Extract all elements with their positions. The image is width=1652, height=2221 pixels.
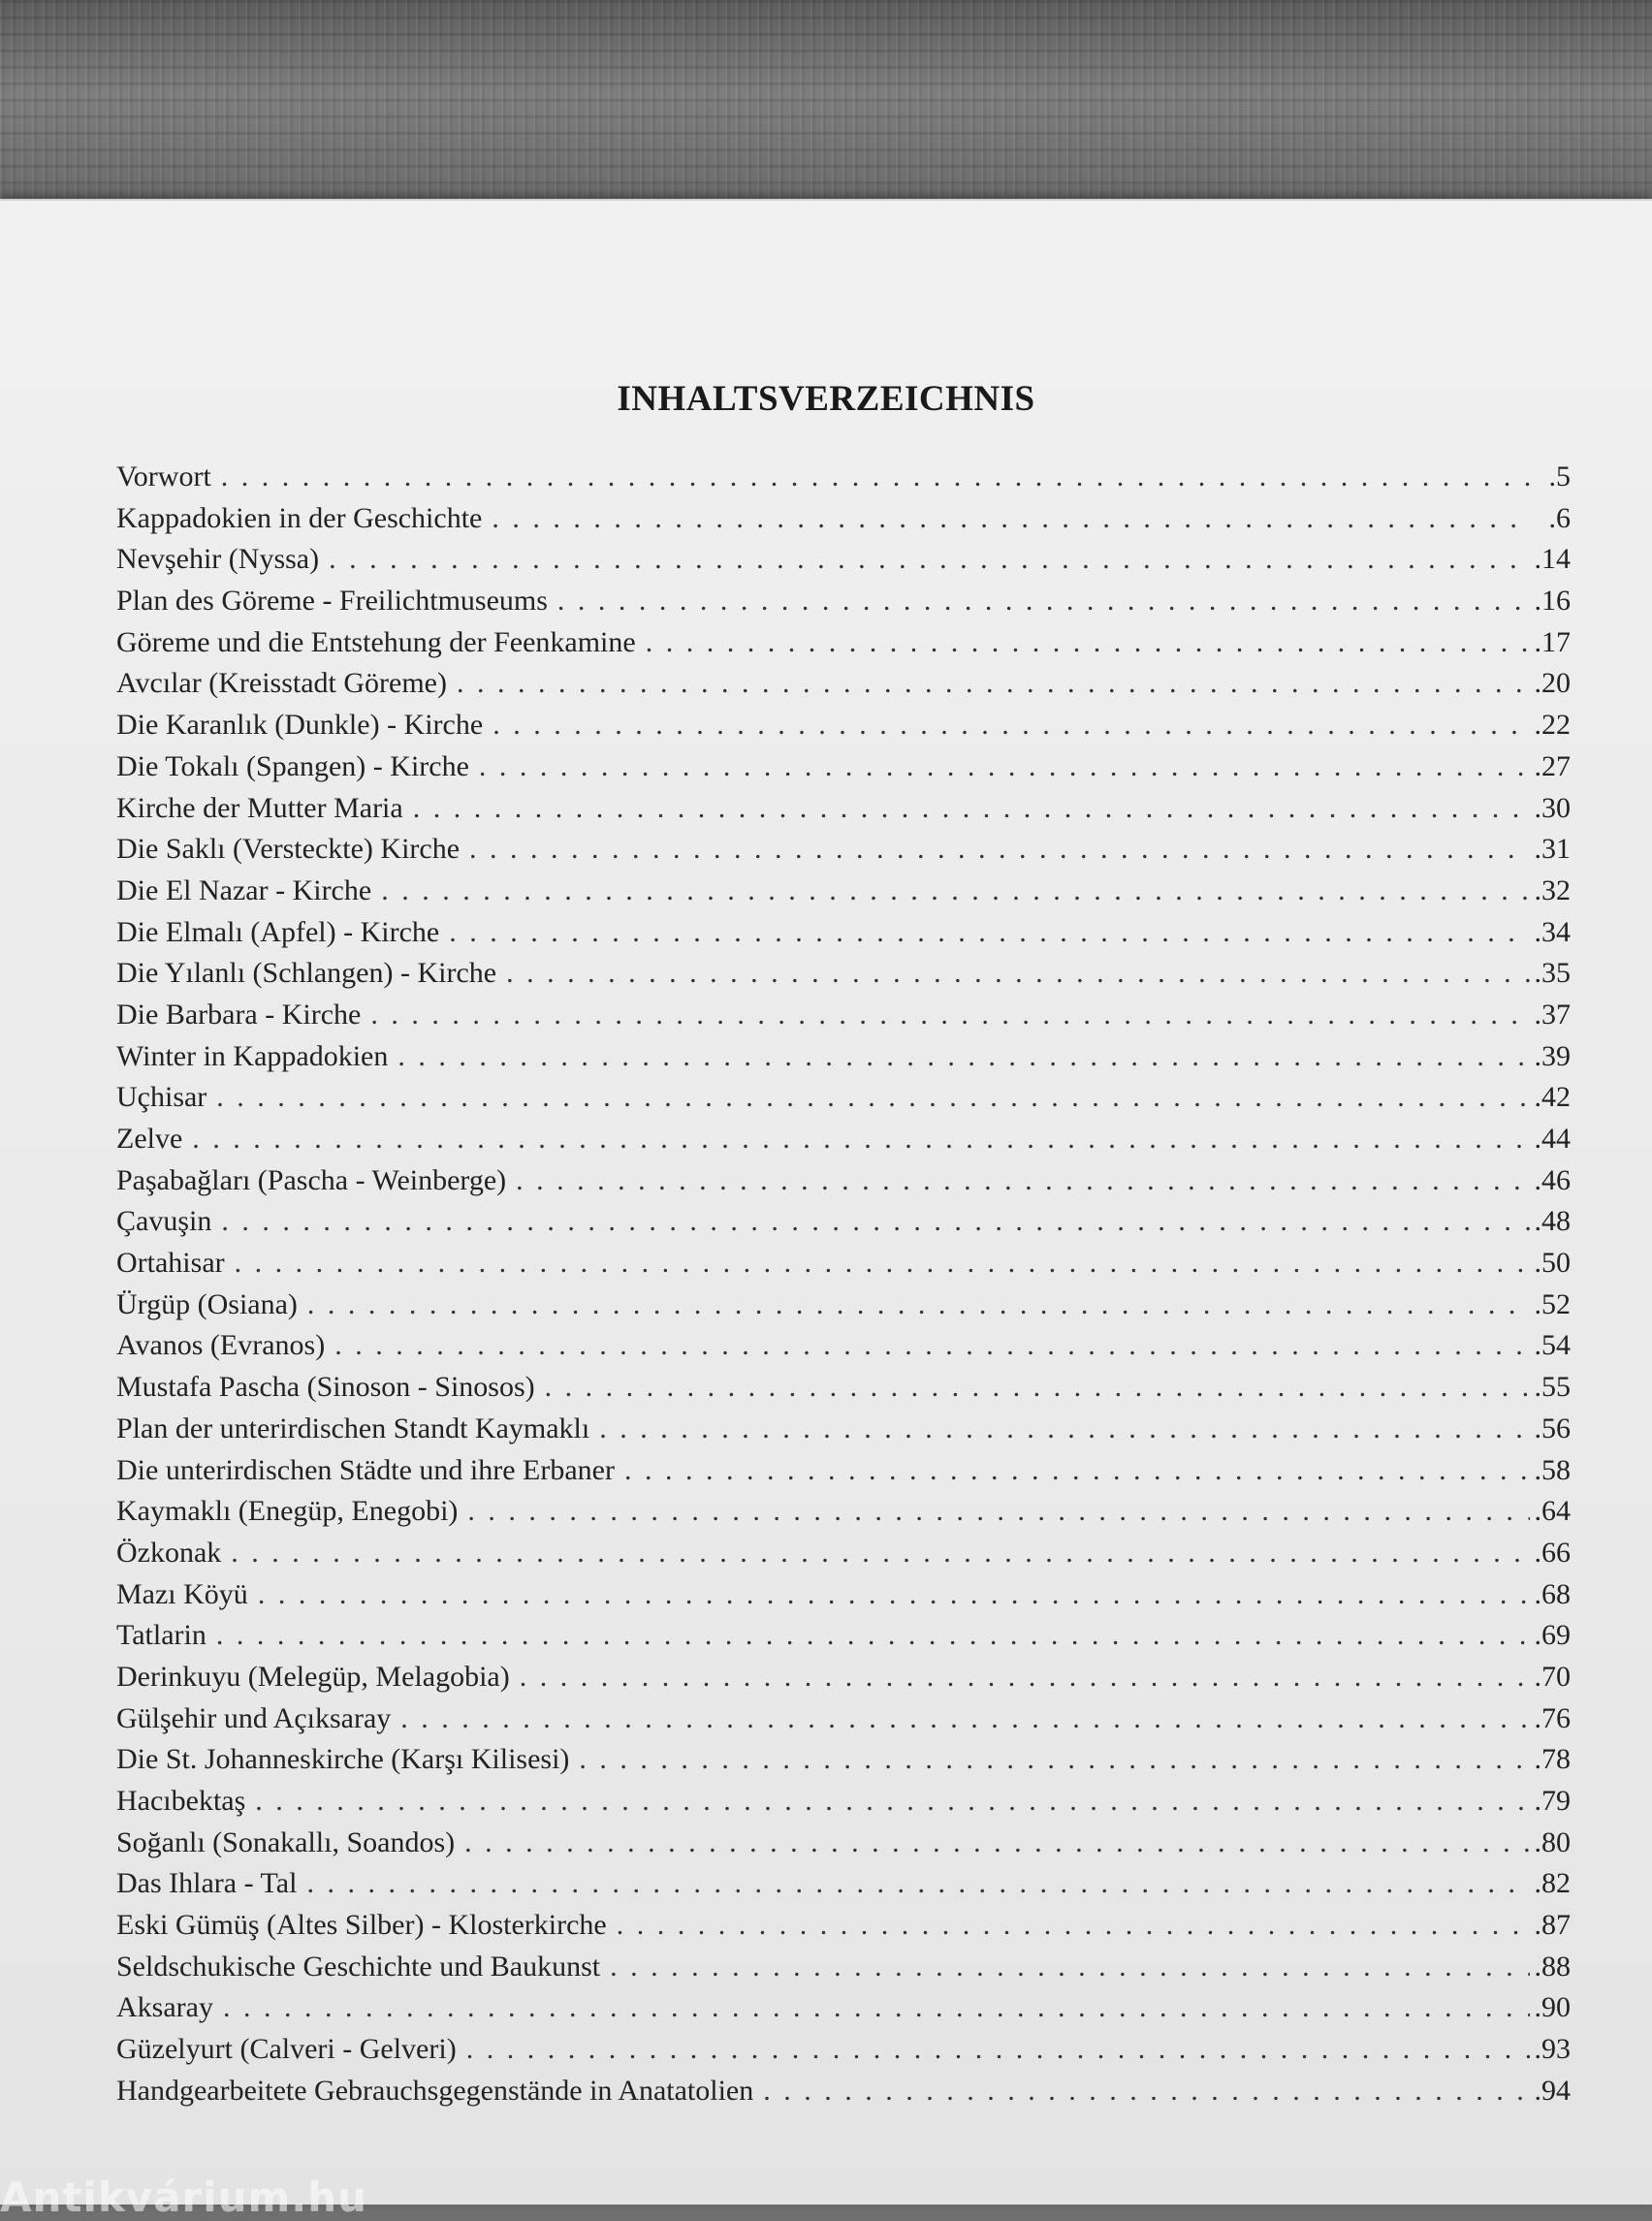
toc-dot-leader bbox=[449, 916, 1530, 949]
toc-dot-leader bbox=[492, 502, 1530, 535]
toc-entry-title: Die St. Johanneskirche (Karşı Kilisesi) bbox=[116, 1743, 570, 1776]
toc-entry-page-number: .70 bbox=[1534, 1660, 1571, 1693]
toc-dot-leader bbox=[221, 1205, 1530, 1238]
toc-dot-leader bbox=[216, 1619, 1530, 1652]
toc-entry-title: Gülşehir und Açıksaray bbox=[116, 1701, 392, 1734]
toc-entry bbox=[116, 1619, 1571, 1661]
toc-entry-page-number: .42 bbox=[1534, 1081, 1571, 1114]
toc-entry-title: Die Karanlık (Dunkle) - Kirche bbox=[116, 709, 484, 742]
toc-entry-page-number: .39 bbox=[1534, 1039, 1571, 1072]
toc-entry-page-number: .58 bbox=[1534, 1453, 1571, 1486]
toc-entry-page-number: .93 bbox=[1534, 2033, 1571, 2066]
toc-entry-page-number: .94 bbox=[1534, 2074, 1571, 2107]
toc-entry-page-number: .87 bbox=[1534, 1909, 1571, 1942]
toc-entry-title: Die Tokalı (Spangen) - Kirche bbox=[116, 749, 469, 782]
toc-entry-title: Göreme und die Entstehung der Feenkamine bbox=[116, 625, 636, 658]
toc-entry-title: Derinkuyu (Melegüp, Melagobia) bbox=[116, 1660, 510, 1693]
toc-dot-leader bbox=[255, 1785, 1530, 1818]
toc-dot-leader bbox=[492, 709, 1530, 742]
toc-entry-page-number: .30 bbox=[1534, 791, 1571, 824]
toc-entry bbox=[116, 1578, 1571, 1620]
toc-entry-title: Die Yılanlı (Schlangen) - Kirche bbox=[116, 957, 497, 990]
toc-entry-page-number: .50 bbox=[1534, 1247, 1571, 1280]
toc-entry-page-number: .56 bbox=[1534, 1412, 1571, 1444]
toc-entry-title: Die El Nazar - Kirche bbox=[116, 873, 372, 906]
toc-entry bbox=[116, 1991, 1571, 2033]
toc-dot-leader bbox=[221, 460, 1530, 493]
toc-entry bbox=[116, 543, 1571, 585]
toc-entry-page-number: .80 bbox=[1534, 1825, 1571, 1858]
toc-entry-page-number: .88 bbox=[1534, 1950, 1571, 1983]
wooden-table-background bbox=[0, 0, 1652, 208]
toc-entry-title: Mustafa Pascha (Sinoson - Sinosos) bbox=[116, 1371, 535, 1404]
toc-entry-page-number: .5 bbox=[1548, 460, 1571, 492]
toc-entry bbox=[116, 1205, 1571, 1247]
toc-dot-leader bbox=[464, 1826, 1530, 1859]
toc-dot-leader bbox=[506, 957, 1530, 990]
toc-entry bbox=[116, 585, 1571, 626]
toc-entry-title: Eski Gümüş (Altes Silber) - Klosterkirche bbox=[116, 1909, 607, 1942]
toc-entry-title: Die unterirdischen Städte und ihre Erbaner bbox=[116, 1453, 615, 1486]
toc-entry bbox=[116, 1412, 1571, 1454]
toc-entry-title: Avanos (Evranos) bbox=[116, 1329, 326, 1362]
toc-entry-title: Nevşehir (Nyssa) bbox=[116, 543, 320, 576]
toc-entry-title: Zelve bbox=[116, 1123, 183, 1155]
toc-entry-page-number: .44 bbox=[1534, 1123, 1571, 1155]
toc-entry-title: Seldschukische Geschichte und Baukunst bbox=[116, 1950, 601, 1983]
watermark-text: Antikvárium.hu bbox=[0, 2173, 368, 2221]
toc-entry bbox=[116, 1702, 1571, 1744]
toc-dot-leader bbox=[520, 1661, 1530, 1694]
toc-entry-page-number: .68 bbox=[1534, 1577, 1571, 1610]
toc-entry bbox=[116, 1826, 1571, 1868]
toc-entry bbox=[116, 1909, 1571, 1951]
toc-dot-leader bbox=[545, 1371, 1530, 1404]
toc-dot-leader bbox=[216, 1081, 1530, 1114]
toc-entry-page-number: .79 bbox=[1534, 1785, 1571, 1817]
toc-entry bbox=[116, 999, 1571, 1040]
toc-dot-leader bbox=[223, 1991, 1530, 2024]
toc-entry bbox=[116, 1951, 1571, 1992]
toc-dot-leader bbox=[467, 1495, 1530, 1528]
toc-entry bbox=[116, 957, 1571, 999]
toc-entry-page-number: .14 bbox=[1534, 543, 1571, 576]
toc-entry bbox=[116, 667, 1571, 709]
toc-entry-page-number: .78 bbox=[1534, 1743, 1571, 1776]
toc-entry-page-number: .32 bbox=[1534, 873, 1571, 906]
toc-entry-page-number: .22 bbox=[1534, 709, 1571, 742]
toc-entry-title: Soğanlı (Sonakallı, Soandos) bbox=[116, 1825, 456, 1858]
toc-entry-page-number: .52 bbox=[1534, 1287, 1571, 1320]
toc-dot-leader bbox=[329, 543, 1530, 576]
toc-entry bbox=[116, 2075, 1571, 2116]
toc-entry-page-number: .64 bbox=[1534, 1495, 1571, 1528]
toc-entry bbox=[116, 833, 1571, 874]
toc-entry bbox=[116, 1785, 1571, 1826]
toc-entry-page-number: .37 bbox=[1534, 998, 1571, 1031]
toc-entry-page-number: .20 bbox=[1534, 667, 1571, 700]
toc-entry-title: Mazı Köyü bbox=[116, 1577, 248, 1610]
toc-dot-leader bbox=[466, 2033, 1530, 2066]
book-page bbox=[0, 199, 1652, 2221]
toc-entry-title: Ürgüp (Osiana) bbox=[116, 1287, 298, 1320]
toc-entry bbox=[116, 2033, 1571, 2075]
table-of-contents bbox=[116, 460, 1571, 2116]
toc-entry bbox=[116, 460, 1571, 502]
toc-entry-page-number: .55 bbox=[1534, 1371, 1571, 1404]
toc-entry-page-number: .82 bbox=[1534, 1867, 1571, 1900]
toc-dot-leader bbox=[307, 1288, 1530, 1321]
toc-entry bbox=[116, 626, 1571, 668]
toc-dot-leader bbox=[258, 1578, 1530, 1611]
toc-entry-page-number: .48 bbox=[1534, 1205, 1571, 1238]
toc-entry-page-number: .6 bbox=[1548, 501, 1571, 534]
toc-entry bbox=[116, 1247, 1571, 1288]
toc-entry-title: Güzelyurt (Calveri - Gelveri) bbox=[116, 2033, 457, 2066]
toc-entry-title: Ortahisar bbox=[116, 1247, 225, 1280]
toc-entry bbox=[116, 1495, 1571, 1537]
toc-dot-leader bbox=[763, 2075, 1530, 2108]
toc-dot-leader bbox=[617, 1909, 1530, 1942]
toc-entry-page-number: .16 bbox=[1534, 585, 1571, 618]
toc-entry-page-number: .35 bbox=[1534, 957, 1571, 990]
toc-entry-page-number: .17 bbox=[1534, 625, 1571, 658]
toc-entry-title: Özkonak bbox=[116, 1536, 222, 1569]
toc-entry-title: Plan des Göreme - Freilichtmuseums bbox=[116, 585, 548, 618]
toc-entry bbox=[116, 792, 1571, 834]
toc-entry-title: Paşabağları (Pascha - Weinberge) bbox=[116, 1163, 507, 1196]
toc-entry bbox=[116, 1537, 1571, 1578]
toc-entry-title: Çavuşin bbox=[116, 1205, 212, 1238]
toc-entry-title: Avcılar (Kreisstadt Göreme) bbox=[116, 667, 447, 700]
page-title: INHALTSVERZEICHNIS bbox=[617, 379, 1035, 419]
toc-entry-title: Hacıbektaş bbox=[116, 1785, 246, 1817]
toc-entry bbox=[116, 1081, 1571, 1123]
toc-entry-title: Kaymaklı (Enegüp, Enegobi) bbox=[116, 1495, 459, 1528]
toc-entry-page-number: .69 bbox=[1534, 1619, 1571, 1652]
toc-dot-leader bbox=[381, 874, 1530, 907]
toc-entry-page-number: .34 bbox=[1534, 915, 1571, 948]
toc-dot-leader bbox=[469, 833, 1530, 866]
toc-entry bbox=[116, 874, 1571, 916]
toc-entry-page-number: .54 bbox=[1534, 1329, 1571, 1362]
toc-entry-page-number: .66 bbox=[1534, 1536, 1571, 1569]
toc-entry bbox=[116, 1123, 1571, 1164]
toc-dot-leader bbox=[400, 1702, 1530, 1735]
toc-dot-leader bbox=[457, 667, 1530, 700]
toc-entry bbox=[116, 916, 1571, 958]
toc-entry-title: Kappadokien in der Geschichte bbox=[116, 501, 483, 534]
toc-entry-title: Das Ihlara - Tal bbox=[116, 1867, 298, 1900]
toc-entry bbox=[116, 709, 1571, 750]
toc-dot-leader bbox=[397, 1040, 1530, 1073]
toc-entry-title: Vorwort bbox=[116, 460, 211, 492]
toc-entry bbox=[116, 1371, 1571, 1412]
toc-entry-title: Aksaray bbox=[116, 1991, 213, 2024]
toc-dot-leader bbox=[231, 1537, 1530, 1570]
toc-dot-leader bbox=[599, 1412, 1530, 1445]
toc-entry-page-number: .27 bbox=[1534, 749, 1571, 782]
toc-entry-page-number: .90 bbox=[1534, 1991, 1571, 2024]
toc-entry bbox=[116, 1164, 1571, 1206]
toc-dot-leader bbox=[479, 750, 1530, 783]
toc-dot-leader bbox=[334, 1329, 1530, 1362]
toc-entry-title: Handgearbeitete Gebrauchsgegenstände in Anatatolien bbox=[116, 2074, 754, 2107]
toc-dot-leader bbox=[306, 1867, 1530, 1900]
toc-dot-leader bbox=[624, 1454, 1530, 1487]
toc-entry bbox=[116, 1329, 1571, 1371]
toc-entry bbox=[116, 750, 1571, 792]
toc-dot-leader bbox=[192, 1123, 1530, 1156]
toc-dot-leader bbox=[610, 1951, 1530, 1983]
toc-entry-page-number: .46 bbox=[1534, 1163, 1571, 1196]
toc-entry bbox=[116, 1661, 1571, 1702]
toc-entry bbox=[116, 502, 1571, 544]
toc-dot-leader bbox=[370, 999, 1530, 1031]
toc-entry-page-number: .31 bbox=[1534, 833, 1571, 866]
toc-entry-title: Winter in Kappadokien bbox=[116, 1039, 389, 1072]
toc-dot-leader bbox=[516, 1164, 1530, 1197]
toc-entry-title: Die Saklı (Versteckte) Kirche bbox=[116, 833, 461, 866]
toc-dot-leader bbox=[235, 1247, 1530, 1280]
toc-dot-leader bbox=[646, 626, 1530, 659]
toc-entry-title: Kirche der Mutter Maria bbox=[116, 791, 403, 824]
toc-entry bbox=[116, 1288, 1571, 1330]
toc-entry-title: Plan der unterirdischen Standt Kaymaklı bbox=[116, 1412, 590, 1444]
toc-entry-title: Die Elmalı (Apfel) - Kirche bbox=[116, 915, 440, 948]
toc-dot-leader bbox=[413, 792, 1530, 825]
toc-dot-leader bbox=[557, 585, 1530, 618]
toc-entry bbox=[116, 1867, 1571, 1909]
toc-entry-title: Uçhisar bbox=[116, 1081, 207, 1114]
toc-entry bbox=[116, 1040, 1571, 1082]
toc-dot-leader bbox=[579, 1743, 1530, 1776]
toc-entry-title: Die Barbara - Kirche bbox=[116, 998, 362, 1031]
toc-entry bbox=[116, 1454, 1571, 1496]
toc-entry bbox=[116, 1743, 1571, 1785]
toc-entry-title: Tatlarin bbox=[116, 1619, 206, 1652]
toc-entry-page-number: .76 bbox=[1534, 1701, 1571, 1734]
